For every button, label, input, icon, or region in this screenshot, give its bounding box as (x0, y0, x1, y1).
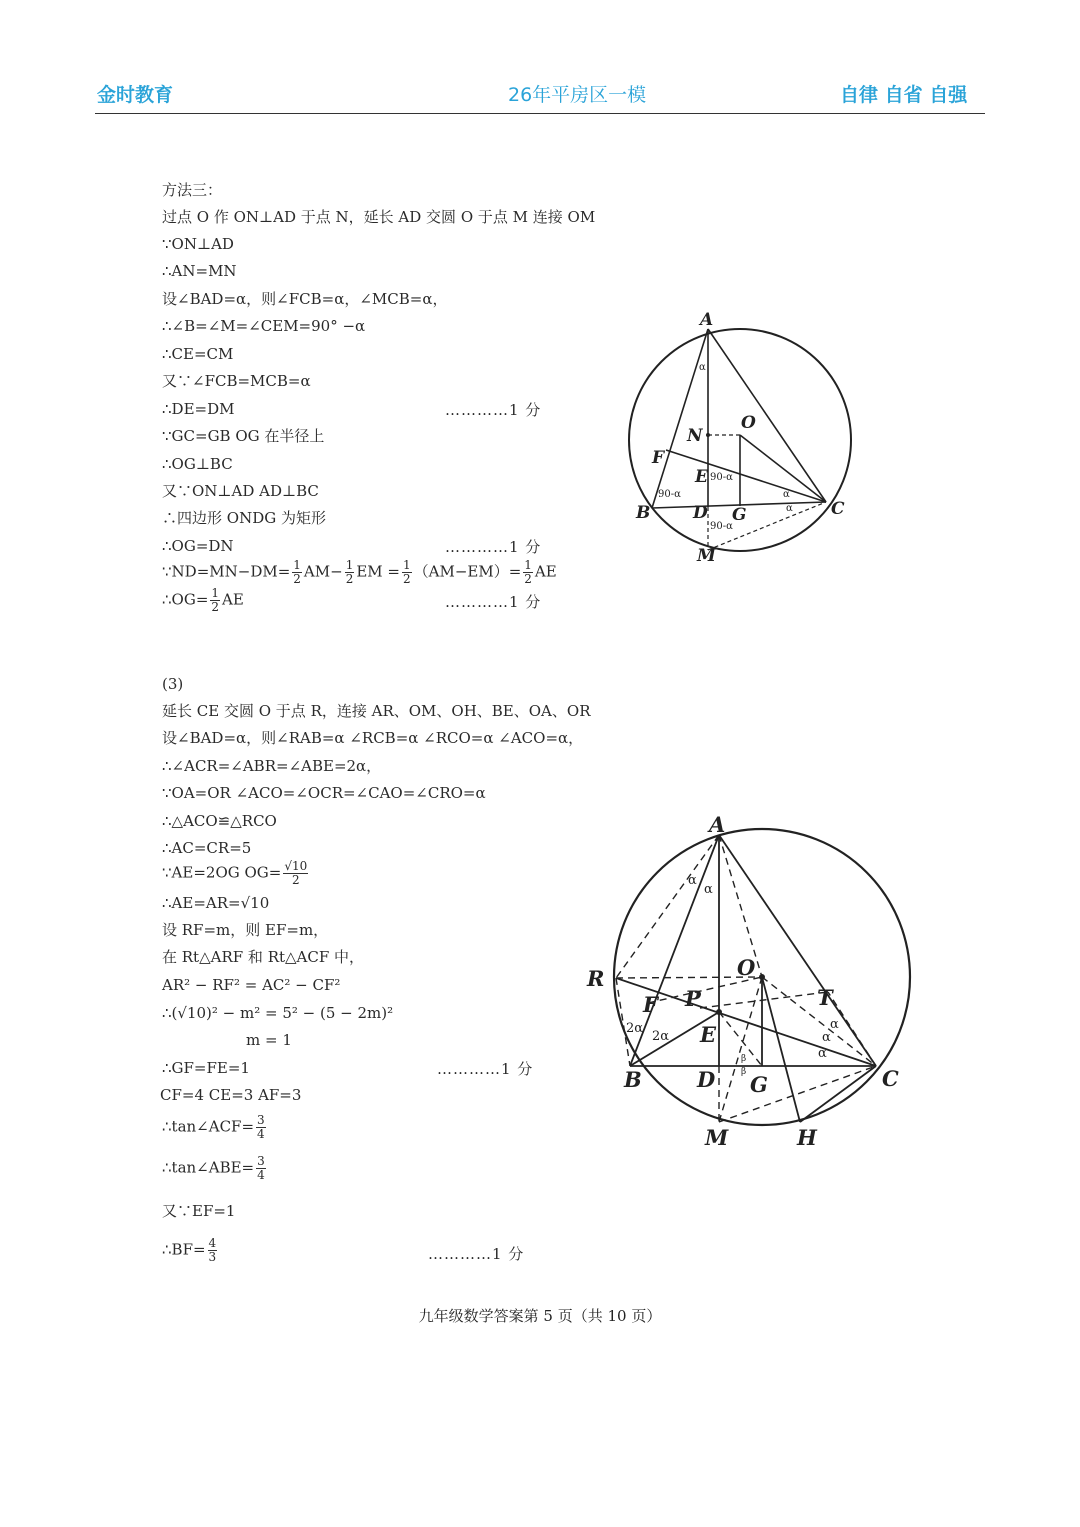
method3-line-1: 过点 O 作 ON⊥AD 于点 N，延长 AD 交圆 O 于点 M 连接 OM (162, 208, 596, 226)
geometry-figure-2 (580, 810, 920, 1155)
segment-ac (719, 835, 876, 1066)
method3-line-15 (162, 587, 244, 614)
fraction (523, 559, 533, 586)
label-g: G (732, 505, 747, 525)
method3-line-6: ∴CE=CM (162, 345, 234, 363)
fraction (256, 1155, 266, 1182)
method3-line-11: 又∵ON⊥AD AD⊥BC (162, 482, 319, 500)
denominator: 2 (402, 572, 411, 586)
label-f: F (652, 448, 665, 468)
method3-line-10: ∴OG⊥BC (162, 455, 233, 473)
angle-alpha-at-c-3: α (818, 1046, 827, 1061)
angle-alpha-at-c-1: α (830, 1017, 839, 1032)
method3-line-12: ∴四边形 ONDG 为矩形 (162, 509, 326, 527)
text-part: （AM−EM）= (413, 562, 522, 581)
part3-line-17 (162, 1155, 268, 1182)
angle-alpha-at-a: α (699, 362, 706, 373)
part3-line-2: 设∠BAD=α，则∠RAB=α ∠RCB=α ∠RCO=α ∠ACO=α， (162, 729, 584, 747)
label-c: C (831, 499, 845, 519)
header-divider (95, 113, 985, 114)
point-e (716, 1009, 722, 1015)
denominator: 4 (257, 1168, 265, 1182)
label-f: F (643, 992, 658, 1017)
method3-line-2: ∵ON⊥AD (162, 235, 234, 253)
header-right-motto: 自律 自省 自强 (840, 84, 968, 106)
score-mark: …………1 分 (428, 1245, 525, 1263)
label-h: H (797, 1125, 817, 1150)
text-part: EM = (356, 562, 400, 581)
part3-line-7 (162, 860, 310, 887)
text-part: ∴tan∠ACF= (162, 1117, 255, 1136)
part3-line-16 (162, 1114, 268, 1141)
numerator: 4 (208, 1236, 217, 1250)
method3-line-4: 设∠BAD=α，则∠FCB=α，∠MCB=α， (162, 290, 448, 308)
part3-line-13: m = 1 (246, 1031, 292, 1049)
angle-beta-2: β (741, 1067, 747, 1077)
fraction (283, 860, 308, 887)
denominator: 2 (291, 873, 300, 887)
part3-line-1: 延长 CE 交圆 O 于点 R，连接 AR、OM、OH、BE、OA、OR (162, 702, 591, 720)
part3-line-9: 设 RF=m，则 EF=m， (162, 921, 329, 939)
label-c: C (882, 1066, 899, 1091)
point-o (759, 974, 765, 980)
label-e: E (700, 1022, 717, 1047)
numerator: 1 (345, 558, 354, 572)
label-d: D (693, 503, 708, 523)
numerator: 1 (524, 558, 532, 572)
geometry-figure-1 (615, 305, 865, 570)
fraction (208, 1237, 218, 1264)
label-d: D (697, 1067, 716, 1092)
score-mark: …………1 分 (445, 401, 542, 419)
angle-alpha-at-c-1: α (783, 489, 790, 500)
numerator: √10 (284, 859, 308, 873)
point-n (706, 433, 710, 437)
label-b: B (636, 503, 651, 523)
segment-fo (648, 977, 762, 1003)
text-part: ∴BF= (162, 1240, 206, 1259)
part3-line-10: 在 Rt△ARF 和 Rt△ACF 中， (162, 948, 365, 966)
part3-line-8: ∴AE=AR=√10 (162, 894, 270, 912)
fraction (402, 559, 412, 586)
method3-line-7: 又∵∠FCB=MCB=α (162, 372, 311, 390)
method3-title: 方法三： (162, 181, 223, 199)
text-part: AE (222, 590, 244, 609)
denominator: 2 (211, 600, 220, 614)
angle-beta-1: β (741, 1054, 747, 1064)
label-a: A (700, 310, 714, 330)
angle-label-e: 90-α (710, 472, 733, 483)
part3-line-15: CF=4 CE=3 AF=3 (160, 1086, 302, 1104)
segment-fc (666, 450, 826, 502)
label-o: O (737, 955, 756, 980)
part3-line-18: 又∵EF=1 (162, 1202, 236, 1220)
header-center-title: 26年平房区一模 (508, 84, 647, 106)
fraction (256, 1114, 266, 1141)
text-part: ∴tan∠ABE= (162, 1158, 255, 1177)
part3-line-3: ∴∠ACR=∠ABR=∠ABE=2α， (162, 757, 382, 775)
label-g: G (750, 1072, 768, 1097)
angle-label-m: 90-α (710, 521, 733, 532)
label-t: T (817, 985, 833, 1010)
fraction (210, 587, 220, 614)
angle-alpha-at-c-2: α (822, 1030, 831, 1045)
denominator: 2 (345, 572, 354, 586)
score-mark: …………1 分 (437, 1060, 534, 1078)
part3-title: (3) (162, 675, 184, 693)
label-o: O (741, 413, 756, 433)
numerator: 3 (257, 1113, 265, 1127)
label-b: B (624, 1067, 642, 1092)
segment-ch (800, 1066, 876, 1122)
angle-2alpha-2: 2α (652, 1029, 670, 1044)
label-m: M (697, 546, 716, 566)
label-p: P (685, 986, 701, 1011)
denominator: 4 (257, 1127, 265, 1141)
method3-line-9: ∵GC=GB OG 在半径上 (162, 427, 325, 445)
score-mark: …………1 分 (445, 593, 542, 611)
fraction (292, 559, 302, 586)
header-left-brand: 金时教育 (97, 84, 174, 106)
text-part: ∴OG= (162, 590, 209, 609)
segment-om (719, 977, 762, 1122)
method3-line-5: ∴∠B=∠M=∠CEM=90° −α (162, 317, 366, 335)
method3-line-14 (162, 559, 557, 586)
label-e: E (695, 467, 708, 487)
fraction (345, 559, 355, 586)
part3-line-6: ∴AC=CR=5 (162, 839, 252, 857)
denominator: 2 (293, 572, 301, 586)
method3-line-8: ∴DE=DM (162, 400, 235, 418)
page-footer: 九年级数学答案第 5 页（共 10 页） (418, 1307, 662, 1325)
label-r: R (587, 966, 605, 991)
angle-2alpha-1: 2α (626, 1021, 644, 1036)
angle-label-b: 90-α (658, 489, 681, 500)
part3-line-5: ∴△ACO≌△RCO (162, 812, 277, 830)
part3-line-11: AR² − RF² = AC² − CF² (162, 976, 341, 994)
text-part: AM− (303, 562, 343, 581)
label-m: M (705, 1125, 729, 1150)
angle-alpha-at-a-1: α (688, 873, 697, 888)
label-n: N (687, 426, 703, 446)
method3-line-3: ∴AN=MN (162, 262, 237, 280)
numerator: 3 (257, 1154, 265, 1168)
numerator: 1 (211, 586, 220, 600)
text-part: ∵ND=MN−DM= (162, 562, 291, 581)
part3-line-12: ∴(√10)² − m² = 5² − (5 − 2m)² (162, 1004, 394, 1022)
text-part: AE (534, 562, 557, 581)
score-mark: …………1 分 (445, 538, 542, 556)
denominator: 2 (524, 572, 532, 586)
part3-line-14: ∴GF=FE=1 (162, 1059, 250, 1077)
method3-line-13: ∴OG=DN (162, 537, 234, 555)
numerator: 1 (402, 558, 411, 572)
part3-line-4: ∵OA=OR ∠ACO=∠OCR=∠CAO=∠CRO=α (162, 784, 486, 802)
label-a: A (709, 812, 726, 837)
denominator: 3 (208, 1250, 217, 1264)
numerator: 1 (293, 558, 301, 572)
part3-line-19 (162, 1237, 219, 1264)
text-part: ∵AE=2OG OG= (162, 863, 282, 882)
angle-alpha-at-a-2: α (704, 882, 713, 897)
angle-alpha-at-c-2: α (786, 503, 793, 514)
